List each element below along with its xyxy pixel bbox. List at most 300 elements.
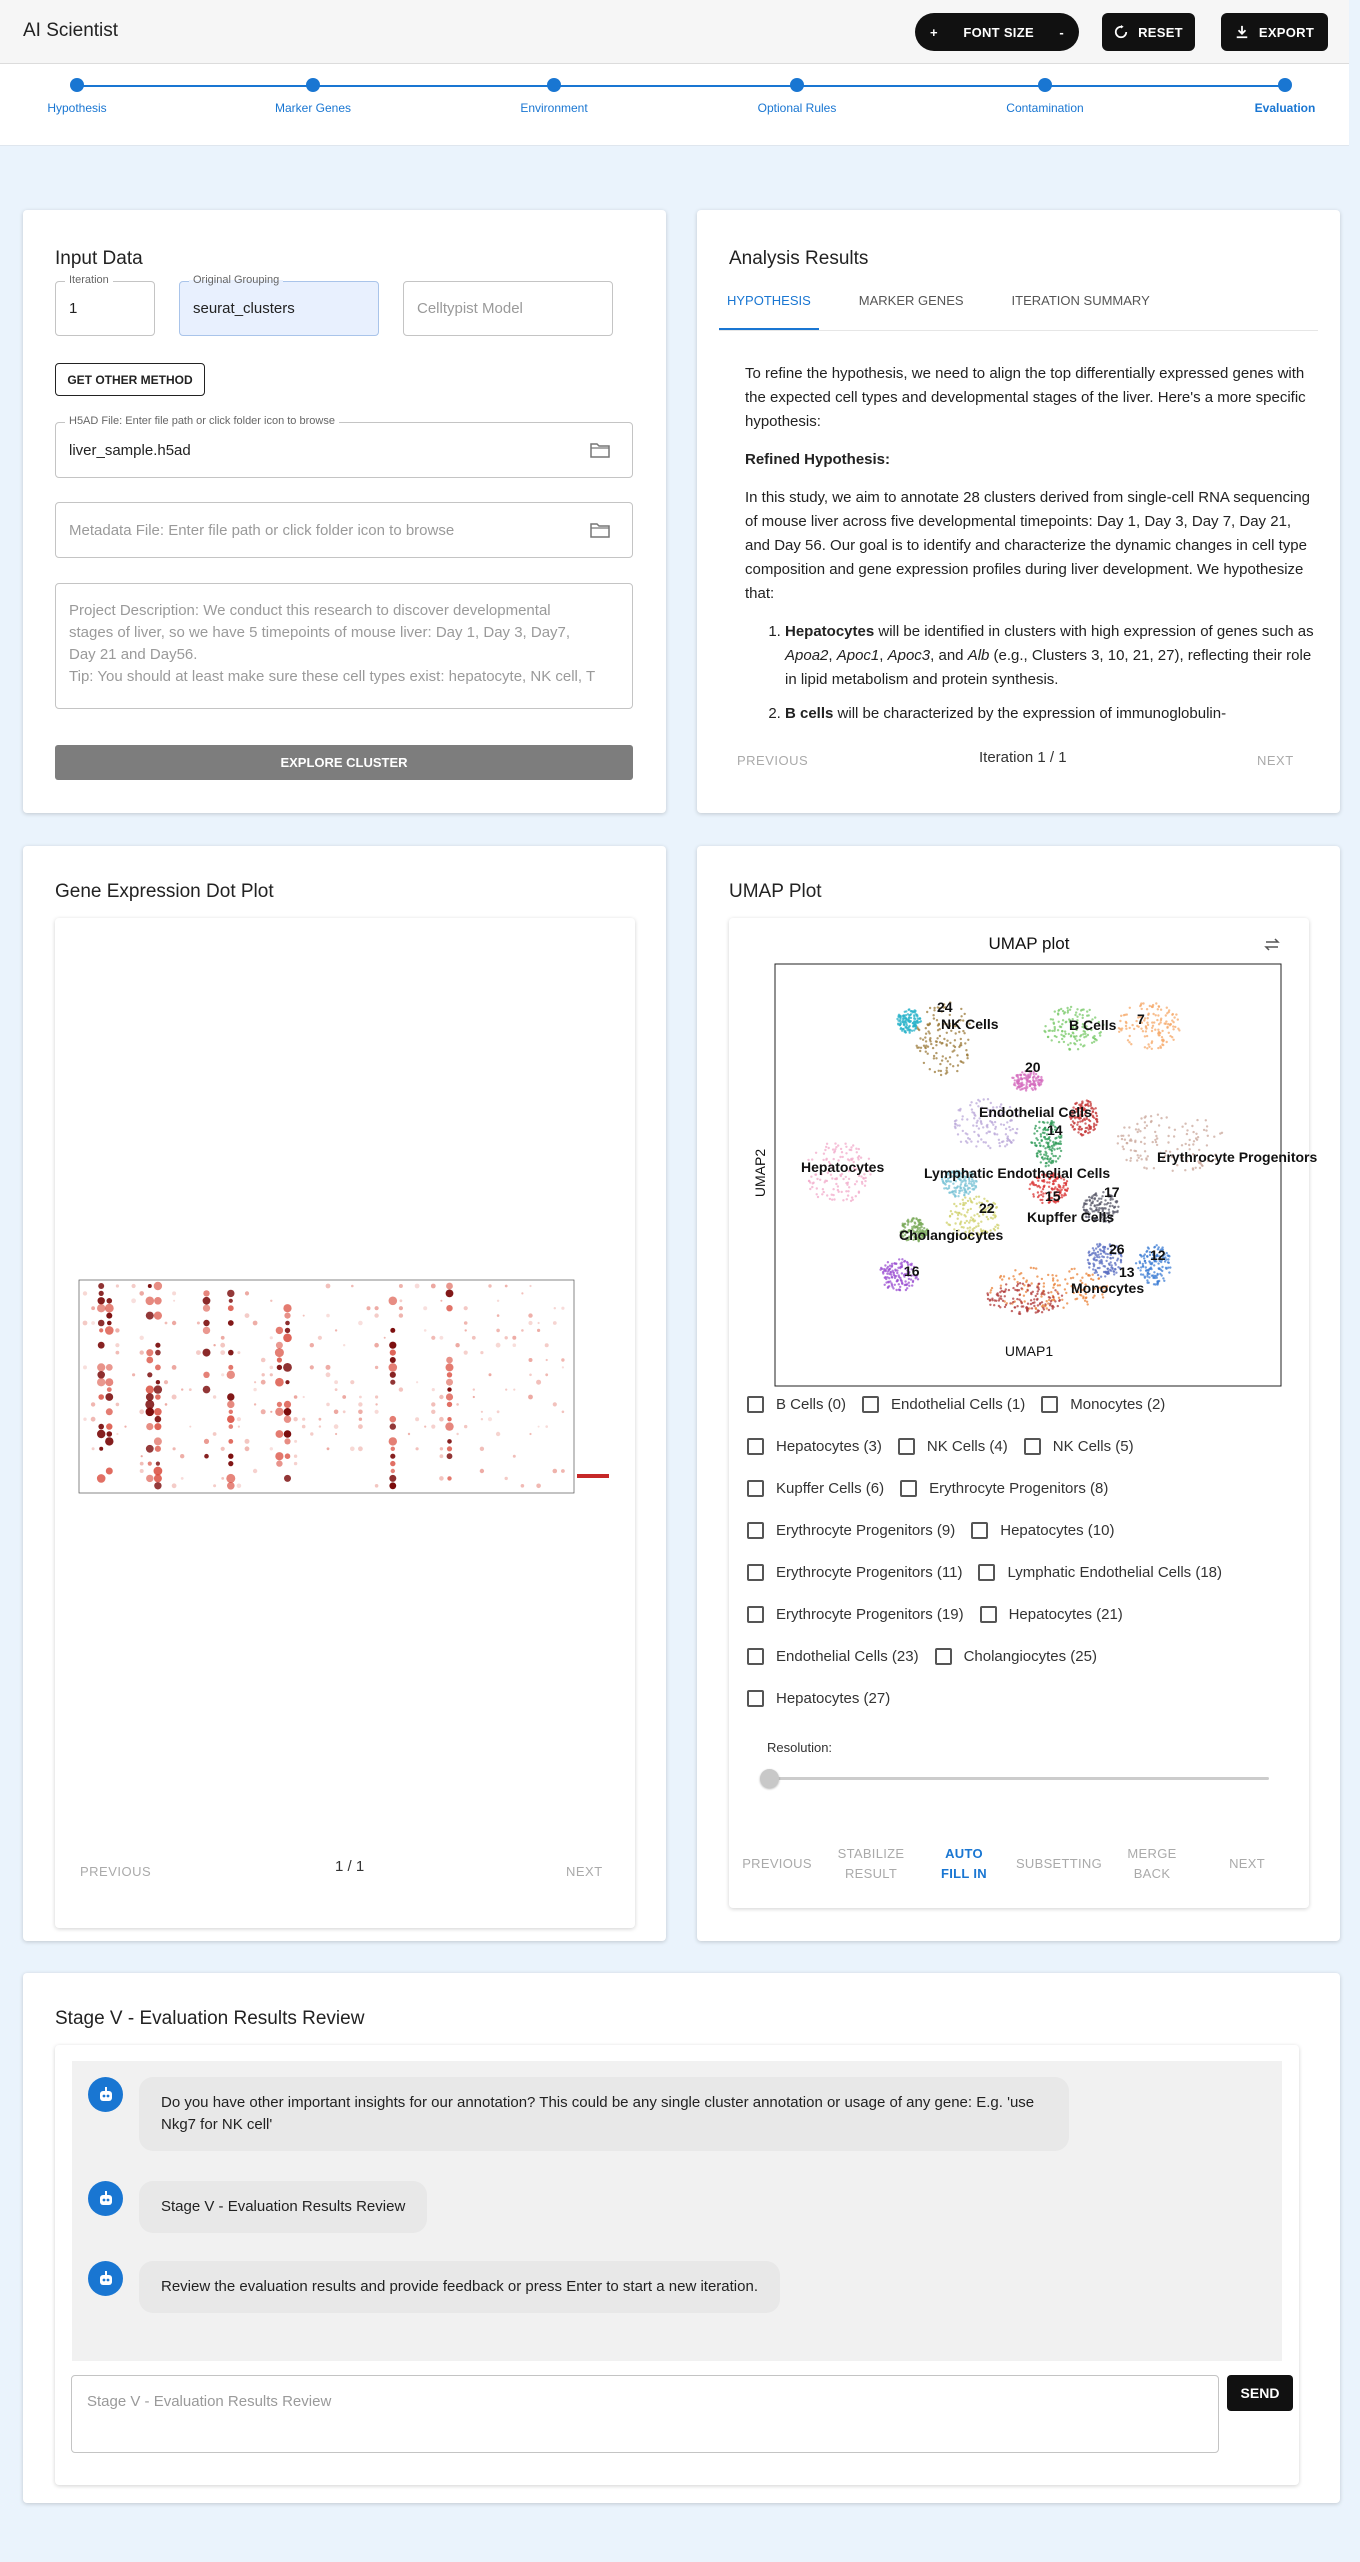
h5ad-file-field[interactable]	[55, 415, 633, 478]
export-button[interactable]	[1221, 13, 1328, 51]
umap-point	[1017, 1076, 1019, 1078]
stabilize-result-button[interactable]: STABILIZE RESULT	[837, 1846, 905, 1881]
cluster-checkbox[interactable]	[971, 1522, 1114, 1539]
cluster-checkbox[interactable]	[898, 1438, 1008, 1455]
cluster-checkbox[interactable]	[747, 1606, 964, 1623]
chat-input[interactable]: Stage V - Evaluation Results Review	[71, 2375, 1219, 2453]
umap-point	[1140, 1028, 1142, 1030]
dotplot-dot	[213, 1344, 215, 1346]
umap-point	[1127, 1039, 1129, 1041]
umap-point	[971, 1185, 973, 1187]
cluster-checkbox[interactable]	[935, 1648, 1097, 1665]
bot-avatar-icon	[88, 2181, 123, 2216]
dotplot-dot	[375, 1403, 377, 1405]
dotplot-dot	[156, 1380, 160, 1384]
umap-point	[966, 1053, 968, 1055]
dotplot-dot	[375, 1484, 379, 1488]
umap-point	[834, 1142, 836, 1144]
dotplot-dot	[213, 1432, 217, 1436]
umap-point	[957, 1195, 959, 1197]
umap-point	[1037, 1191, 1039, 1193]
umap-point	[1050, 1291, 1052, 1293]
get-other-method-button[interactable]: GET OTHER METHOD	[55, 363, 205, 396]
umap-point	[1033, 1305, 1035, 1307]
dotplot-dot	[335, 1388, 338, 1391]
dotplot-dot	[270, 1336, 273, 1339]
dotplot-dot	[107, 1298, 113, 1304]
description-line: stages of liver, so we have 5 timepoints of mouse liver: Day 1, Day 3, Day7,	[69, 624, 571, 641]
umap-point	[1065, 1021, 1067, 1023]
umap-point	[1157, 1114, 1159, 1116]
dotplot-dot	[415, 1284, 420, 1289]
checkbox-square[interactable]	[747, 1480, 764, 1497]
explore-cluster-button[interactable]: EXPLORE CLUSTER	[55, 745, 633, 780]
umap-point	[1079, 1039, 1081, 1041]
dotplot-dot	[351, 1285, 354, 1288]
umap-point	[1039, 1079, 1041, 1081]
umap-cluster-label: Lymphatic Endothelial Cells	[924, 1165, 1111, 1181]
dotplot-dot	[513, 1343, 517, 1347]
umap-point	[1128, 1134, 1130, 1136]
dotplot-next-button[interactable]: NEXT	[566, 1864, 603, 1879]
umap-point	[917, 1219, 919, 1221]
subsetting-button[interactable]: SUBSETTING	[1015, 1856, 1103, 1871]
umap-point	[964, 1222, 966, 1224]
umap-point	[1153, 1283, 1155, 1285]
umap-point	[884, 1284, 886, 1286]
dotplot-dot	[253, 1388, 256, 1391]
checkbox-square[interactable]	[900, 1480, 917, 1497]
umap-point	[1184, 1123, 1186, 1125]
dotplot-dot	[97, 1304, 105, 1312]
resolution-slider-thumb[interactable]	[760, 1769, 779, 1788]
cluster-checkbox[interactable]	[862, 1396, 1025, 1413]
umap-point	[1007, 1135, 1009, 1137]
umap-point	[933, 1017, 935, 1019]
umap-point	[1032, 1089, 1034, 1091]
checkbox-square[interactable]	[1041, 1396, 1058, 1413]
umap-point	[944, 1183, 946, 1185]
checkbox-square[interactable]	[747, 1606, 764, 1623]
swap-icon[interactable]	[1266, 939, 1278, 950]
umap-point	[945, 1181, 947, 1183]
umap-point	[842, 1199, 844, 1201]
umap-point	[1116, 1210, 1118, 1212]
dotplot-dot	[146, 1349, 153, 1356]
umap-point	[1074, 1298, 1076, 1300]
umap-point	[1156, 1273, 1158, 1275]
umap-point	[1157, 1008, 1159, 1010]
iteration-field[interactable]	[55, 274, 155, 336]
umap-point	[1040, 1135, 1042, 1137]
umap-point	[960, 1221, 962, 1223]
step-optional-rules[interactable]	[722, 78, 872, 115]
analysis-previous-button[interactable]: PREVIOUS	[737, 753, 809, 768]
umap-point	[913, 1025, 915, 1027]
umap-point	[954, 1189, 956, 1191]
dotplot-dot	[139, 1291, 144, 1296]
dotplot-dot	[277, 1365, 282, 1370]
cluster-checkbox[interactable]	[900, 1480, 1108, 1497]
umap-point	[819, 1179, 821, 1181]
umap-point	[939, 1041, 941, 1043]
dotplot-dot	[228, 1305, 234, 1311]
checkbox-square[interactable]	[747, 1648, 764, 1665]
checkbox-square[interactable]	[862, 1396, 879, 1413]
dot-plot-card	[23, 846, 666, 1941]
reset-button[interactable]	[1102, 13, 1195, 51]
umap-point	[949, 1224, 951, 1226]
dotplot-dot	[374, 1343, 379, 1348]
dotplot-dot	[105, 1378, 113, 1386]
checkbox-label: Hepatocytes (27)	[776, 1690, 891, 1707]
dotplot-dot	[342, 1395, 346, 1399]
umap-point	[1115, 1264, 1117, 1266]
dotplot-dot	[221, 1447, 225, 1451]
umap-point	[892, 1287, 894, 1289]
umap-point	[1100, 1198, 1102, 1200]
umap-point	[1114, 1268, 1116, 1270]
umap-point	[1142, 1265, 1144, 1267]
dotplot-dot	[358, 1321, 363, 1326]
dotplot-dot	[472, 1336, 476, 1340]
cluster-checkbox-row	[747, 1522, 1114, 1539]
umap-point	[1096, 1118, 1098, 1120]
umap-point	[910, 1017, 912, 1019]
umap-point	[959, 1187, 961, 1189]
umap-point	[1048, 1309, 1050, 1311]
cluster-checkbox[interactable]	[747, 1690, 890, 1707]
umap-point	[1117, 1142, 1119, 1144]
umap-point	[1051, 1039, 1053, 1041]
umap-point	[1118, 1031, 1120, 1033]
dotplot-dot	[431, 1402, 435, 1406]
umap-point	[903, 1024, 905, 1026]
folder-icon[interactable]	[590, 522, 610, 538]
umap-point	[1130, 1043, 1132, 1045]
umap-point	[838, 1191, 840, 1193]
umap-point	[1038, 1194, 1040, 1196]
dotplot-dot	[275, 1348, 284, 1357]
umap-point	[1070, 1006, 1072, 1008]
umap-point	[1145, 1030, 1147, 1032]
umap-point	[934, 1071, 936, 1073]
umap-point	[1032, 1193, 1034, 1195]
umap-point	[1146, 1035, 1148, 1037]
checkbox-square[interactable]	[980, 1606, 997, 1623]
umap-point	[1192, 1131, 1194, 1133]
umap-point	[834, 1148, 836, 1150]
step-environment[interactable]	[479, 78, 629, 115]
umap-point	[913, 1029, 915, 1031]
celltypist-placeholder: Celltypist Model	[417, 300, 523, 317]
checkbox-square[interactable]	[935, 1648, 952, 1665]
umap-point	[1037, 1139, 1039, 1141]
umap-point	[1055, 1155, 1057, 1157]
umap-point	[850, 1149, 852, 1151]
umap-point	[1060, 1026, 1062, 1028]
umap-point	[817, 1196, 819, 1198]
umap-point	[1021, 1071, 1023, 1073]
dotplot-dot	[116, 1403, 120, 1407]
umap-point	[965, 1049, 967, 1051]
celltypist-model-select[interactable]	[403, 281, 613, 336]
umap-point	[999, 1276, 1001, 1278]
umap-point	[1105, 1253, 1107, 1255]
umap-next-button[interactable]: NEXT	[1229, 1856, 1265, 1871]
umap-point	[1177, 1018, 1179, 1020]
umap-point	[887, 1266, 889, 1268]
umap-point	[974, 1115, 976, 1117]
umap-point	[1157, 1014, 1159, 1016]
dotplot-dot	[334, 1380, 338, 1384]
umap-previous-button[interactable]: PREVIOUS	[742, 1856, 812, 1871]
umap-point	[1129, 1007, 1131, 1009]
project-description-textarea[interactable]	[55, 583, 633, 709]
dotplot-dot	[446, 1393, 453, 1400]
umap-point	[1036, 1275, 1038, 1277]
umap-point	[1024, 1087, 1026, 1089]
dotplot-dot	[447, 1453, 453, 1459]
dotplot-dot	[285, 1380, 289, 1384]
umap-point	[1061, 1196, 1063, 1198]
step-marker-genes[interactable]	[238, 78, 388, 115]
umap-point	[826, 1143, 828, 1145]
umap-point	[1059, 1155, 1061, 1157]
umap-point	[1076, 1008, 1078, 1010]
cluster-checkbox[interactable]	[747, 1480, 884, 1497]
dotplot-dot	[390, 1454, 395, 1459]
analysis-results-card	[697, 210, 1340, 813]
checkbox-square[interactable]	[971, 1522, 988, 1539]
dotplot-dot	[116, 1284, 119, 1287]
umap-point	[1166, 1007, 1168, 1009]
umap-point	[1160, 1009, 1162, 1011]
umap-point	[1068, 1033, 1070, 1035]
checkbox-label: Hepatocytes (3)	[776, 1438, 882, 1455]
tab-marker-genes[interactable]: MARKER GENES	[858, 293, 964, 308]
analysis-next-button[interactable]: NEXT	[1257, 753, 1294, 768]
folder-icon[interactable]	[590, 442, 610, 458]
umap-point	[968, 1221, 970, 1223]
dotplot-previous-button[interactable]: PREVIOUS	[80, 1864, 152, 1879]
umap-point	[1067, 1044, 1069, 1046]
dotplot-dot	[391, 1469, 395, 1473]
dotplot-dot	[154, 1474, 162, 1482]
cluster-checkbox[interactable]	[980, 1606, 1123, 1623]
umap-point	[1048, 1181, 1050, 1183]
checkbox-square[interactable]	[898, 1438, 915, 1455]
checkbox-square[interactable]	[747, 1564, 764, 1581]
dotplot-dot	[203, 1386, 211, 1394]
umap-point	[1157, 1280, 1159, 1282]
umap-point	[1033, 1087, 1035, 1089]
dotplot-dot	[106, 1408, 113, 1415]
hypothesis-body: In this study, we aim to annotate 28 clusters derived from single-cell RNA sequencing of mouse liver across five developmental timepoints: Day 1, Day 3, Day 7, Day 21, and Day 56. Our goal is to identify and characterize the dynamic changes in cell type composition and gene expression profiles during liver development. We hypothesize that:	[745, 489, 1311, 602]
merge-back-button[interactable]: MERGE BACK	[1127, 1846, 1177, 1881]
umap-point	[1088, 1196, 1090, 1198]
umap-point	[906, 1283, 908, 1285]
umap-point	[1032, 1291, 1034, 1293]
dotplot-dot	[276, 1342, 283, 1349]
umap-point	[1129, 1027, 1131, 1029]
umap-point	[895, 1275, 897, 1277]
dotplot-dot	[253, 1321, 258, 1326]
cluster-checkbox[interactable]	[978, 1564, 1222, 1581]
font-increase-button[interactable]: +	[930, 24, 938, 40]
umap-point	[1039, 1150, 1041, 1152]
umap-point	[1061, 1030, 1063, 1032]
checkbox-square[interactable]	[978, 1564, 995, 1581]
cluster-checkbox[interactable]	[747, 1438, 882, 1455]
umap-point	[1027, 1080, 1029, 1082]
umap-point	[1104, 1246, 1106, 1248]
step-hypothesis[interactable]	[2, 78, 152, 115]
dotplot-dot	[528, 1313, 532, 1317]
dotplot-dot	[99, 1328, 103, 1332]
dotplot-dot	[105, 1304, 114, 1313]
umap-point	[1140, 1273, 1142, 1275]
dotplot-dot	[284, 1416, 291, 1423]
dotplot-dot	[228, 1461, 233, 1466]
dotplot-dot	[326, 1284, 331, 1289]
umap-point	[1206, 1125, 1208, 1127]
umap-point	[948, 1187, 950, 1189]
umap-point	[1133, 1028, 1135, 1030]
umap-point	[966, 1211, 968, 1213]
umap-point	[1058, 1297, 1060, 1299]
umap-point	[1161, 1270, 1163, 1272]
cluster-checkbox[interactable]	[747, 1522, 955, 1539]
dotplot-dot	[181, 1477, 184, 1480]
umap-point	[908, 1020, 910, 1022]
checkbox-square[interactable]	[747, 1438, 764, 1455]
umap-point	[1195, 1137, 1197, 1139]
dotplot-dot	[105, 1437, 113, 1445]
umap-point	[886, 1273, 888, 1275]
umap-point	[1027, 1289, 1029, 1291]
dotplot-dot	[228, 1439, 233, 1444]
umap-point	[1030, 1141, 1032, 1143]
umap-point	[893, 1274, 895, 1276]
umap-point	[1140, 1117, 1142, 1119]
umap-point	[1161, 1266, 1163, 1268]
dotplot-dot	[253, 1469, 257, 1473]
umap-point	[942, 1055, 944, 1057]
umap-point	[1150, 1121, 1152, 1123]
umap-point	[1020, 1287, 1022, 1289]
dotplot-dot	[245, 1439, 250, 1444]
umap-point	[858, 1155, 860, 1157]
umap-point	[1060, 1008, 1062, 1010]
dotplot-dot	[389, 1342, 396, 1349]
checkbox-square[interactable]	[747, 1396, 764, 1413]
umap-point	[1092, 1108, 1094, 1110]
umap-point	[1205, 1119, 1207, 1121]
cluster-checkbox[interactable]	[747, 1648, 919, 1665]
hypothesis-item: 1. Hepatocytes will be identified in clusters with high expression of genes such as Apoa2, Apoc1, Apoc3, and Alb (e.g., Clusters 3, 10, 21, 27), reflecting their role in lipid metabolism and protein synthesis.	[785, 620, 1315, 692]
dotplot-dot	[203, 1349, 211, 1357]
umap-point	[964, 1042, 966, 1044]
dotplot-dot	[389, 1363, 398, 1372]
dotplot-dot	[238, 1426, 240, 1428]
message-bubble: Review the evaluation results and provide feedback or press Enter to start a new iteration.	[139, 2261, 780, 2313]
umap-point	[910, 1220, 912, 1222]
umap-point	[816, 1187, 818, 1189]
metadata-file-field[interactable]	[55, 502, 633, 558]
umap-point	[1213, 1136, 1215, 1138]
umap-point	[1040, 1194, 1042, 1196]
step-label: Optional Rules	[757, 101, 837, 115]
step-evaluation[interactable]	[1210, 78, 1360, 115]
umap-point	[1086, 1010, 1088, 1012]
umap-point	[949, 1056, 951, 1058]
checkbox-square[interactable]	[747, 1690, 764, 1707]
umap-point	[1029, 1284, 1031, 1286]
input-data-card	[23, 210, 666, 813]
cluster-checkbox[interactable]	[1041, 1396, 1165, 1413]
umap-point	[1161, 1030, 1163, 1032]
umap-cluster-label: NK Cells	[941, 1016, 999, 1032]
umap-point	[1174, 1129, 1176, 1131]
umap-point	[980, 1221, 982, 1223]
step-contamination[interactable]	[970, 78, 1120, 115]
umap-point	[1018, 1299, 1020, 1301]
umap-point	[1047, 1146, 1049, 1148]
original-grouping-select[interactable]	[179, 274, 379, 336]
umap-point	[1147, 1024, 1149, 1026]
review-title: Stage V - Evaluation Results Review	[55, 2008, 365, 2029]
umap-point	[1142, 1030, 1144, 1032]
dotplot-dot	[115, 1343, 119, 1347]
dotplot-dot	[147, 1372, 152, 1377]
umap-point	[1099, 1248, 1101, 1250]
cluster-checkbox[interactable]	[1024, 1438, 1134, 1455]
umap-point	[1099, 1243, 1101, 1245]
tab-iteration-summary[interactable]: ITERATION SUMMARY	[1011, 293, 1150, 308]
cluster-checkbox[interactable]	[747, 1396, 846, 1413]
dotplot-dot	[505, 1336, 508, 1339]
send-button[interactable]: SEND	[1227, 2375, 1293, 2411]
umap-point	[1088, 1266, 1090, 1268]
umap-point	[1066, 1283, 1068, 1285]
umap-point	[907, 1224, 909, 1226]
umap-point	[1017, 1080, 1019, 1082]
checkbox-square[interactable]	[1024, 1438, 1041, 1455]
umap-point	[957, 1218, 959, 1220]
resolution-slider[interactable]	[769, 1777, 1269, 1780]
dotplot-dot	[408, 1433, 410, 1435]
umap-point	[966, 1133, 968, 1135]
umap-point	[1037, 1283, 1039, 1285]
dotplot-dot	[98, 1320, 105, 1327]
umap-point	[1055, 1160, 1057, 1162]
dotplot-dot	[464, 1425, 467, 1428]
umap-point	[812, 1182, 814, 1184]
umap-point	[1172, 1021, 1174, 1023]
dotplot-dot	[116, 1351, 120, 1355]
cluster-checkbox[interactable]	[747, 1564, 962, 1581]
font-decrease-button[interactable]: -	[1059, 24, 1064, 40]
dotplot-dot	[489, 1373, 492, 1376]
auto-fill-in-button[interactable]: AUTO FILL IN	[941, 1846, 987, 1881]
dotplot-dot	[245, 1313, 250, 1318]
dotplot-dot	[440, 1447, 443, 1450]
dotplot-dot	[228, 1320, 234, 1326]
umap-point	[1046, 1307, 1048, 1309]
tab-hypothesis[interactable]: HYPOTHESIS	[719, 290, 819, 330]
checkbox-square[interactable]	[747, 1522, 764, 1539]
